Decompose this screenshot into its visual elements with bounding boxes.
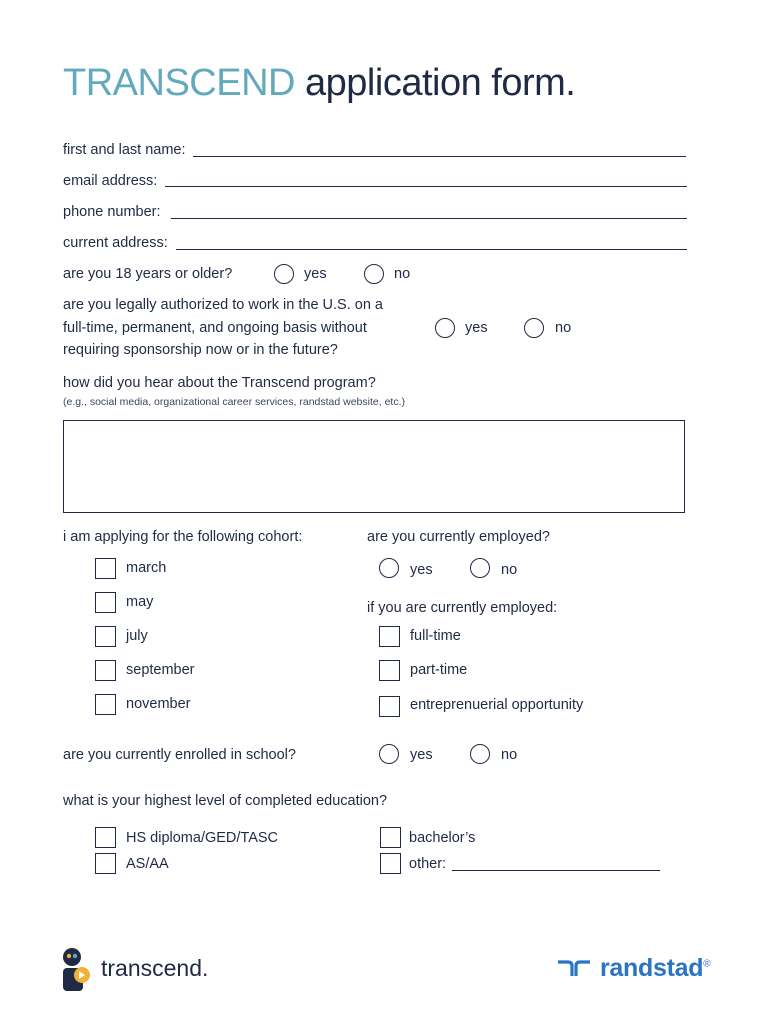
hs-diploma-checkbox[interactable] (95, 827, 116, 848)
referral-hint: (e.g., social media, organizational career services, randstad website, etc.) (63, 396, 405, 408)
age-no-radio[interactable] (364, 264, 384, 284)
cohort-september-label: september (126, 662, 195, 678)
authorization-no-label: no (555, 320, 572, 336)
entrepreneurial-checkbox[interactable] (379, 696, 400, 717)
referral-question: how did you hear about the Transcend program? (63, 375, 376, 391)
cohort-march-label: march (126, 560, 167, 576)
bachelors-label: bachelor’s (409, 830, 476, 846)
name-label: first and last name: (63, 142, 186, 158)
employment-yes-label: yes (410, 562, 433, 578)
randstad-logo-mark (556, 958, 594, 978)
page-title (63, 62, 575, 105)
school-no-radio[interactable] (470, 744, 490, 764)
phone-label: phone number: (63, 204, 161, 220)
cohort-september-checkbox[interactable] (95, 660, 116, 681)
employment-yes-radio[interactable] (379, 558, 399, 578)
authorization-no-radio[interactable] (524, 318, 544, 338)
randstad-wordmark: randstad (600, 954, 704, 982)
age-yes-radio[interactable] (274, 264, 294, 284)
employment-no-label: no (501, 562, 518, 578)
registered-mark: ® (703, 958, 711, 970)
education-question: what is your highest level of completed education? (63, 793, 388, 809)
other-label: other: (409, 856, 447, 872)
randstad-logo-text (600, 954, 710, 983)
full-time-checkbox[interactable] (379, 626, 400, 647)
bachelors-checkbox[interactable] (380, 827, 401, 848)
asaa-checkbox[interactable] (95, 853, 116, 874)
entrepreneurial-label: entreprenuerial opportunity (410, 697, 584, 713)
address-field[interactable] (176, 249, 687, 250)
employment-no-radio[interactable] (470, 558, 490, 578)
age-yes-label: yes (304, 266, 327, 282)
hs-diploma-label: HS diploma/GED/TASC (126, 830, 279, 846)
cohort-question: i am applying for the following cohort: (63, 529, 303, 545)
cohort-july-label: july (126, 628, 148, 644)
name-field[interactable] (193, 156, 686, 157)
authorization-yes-radio[interactable] (435, 318, 455, 338)
part-time-label: part-time (410, 662, 468, 678)
randstad-logo-icon (556, 958, 594, 978)
title-brand: TRANSCEND (63, 62, 295, 104)
age-no-label: no (394, 266, 411, 282)
school-yes-label: yes (410, 747, 433, 763)
cohort-march-checkbox[interactable] (95, 558, 116, 579)
cohort-november-checkbox[interactable] (95, 694, 116, 715)
employment-question: are you currently employed? (367, 529, 550, 545)
other-field[interactable] (452, 870, 660, 871)
school-question: are you currently enrolled in school? (63, 747, 296, 763)
cohort-may-checkbox[interactable] (95, 592, 116, 613)
part-time-checkbox[interactable] (379, 660, 400, 681)
full-time-label: full-time (410, 628, 461, 644)
address-label: current address: (63, 235, 168, 251)
cohort-november-label: november (126, 696, 191, 712)
authorization-line-2: full-time, permanent, and ongoing basis without (63, 320, 367, 336)
other-checkbox[interactable] (380, 853, 401, 874)
email-field[interactable] (165, 186, 687, 187)
referral-textarea[interactable] (63, 420, 685, 513)
email-label: email address: (63, 173, 158, 189)
school-yes-radio[interactable] (379, 744, 399, 764)
cohort-july-checkbox[interactable] (95, 626, 116, 647)
authorization-line-1: are you legally authorized to work in the U.S. on a (63, 297, 383, 313)
employment-type-question: if you are currently employed: (367, 600, 558, 616)
title-rest: application form. (294, 62, 576, 104)
phone-field[interactable] (171, 218, 687, 219)
transcend-person-icon (60, 945, 100, 993)
transcend-logo-mark (60, 945, 100, 993)
age-question: are you 18 years or older? (63, 266, 233, 282)
authorization-line-3: requiring sponsorship now or in the future? (63, 342, 338, 358)
cohort-may-label: may (126, 594, 154, 610)
asaa-label: AS/AA (126, 856, 169, 872)
authorization-yes-label: yes (465, 320, 488, 336)
school-no-label: no (501, 747, 518, 763)
transcend-logo-text: transcend. (101, 955, 209, 981)
